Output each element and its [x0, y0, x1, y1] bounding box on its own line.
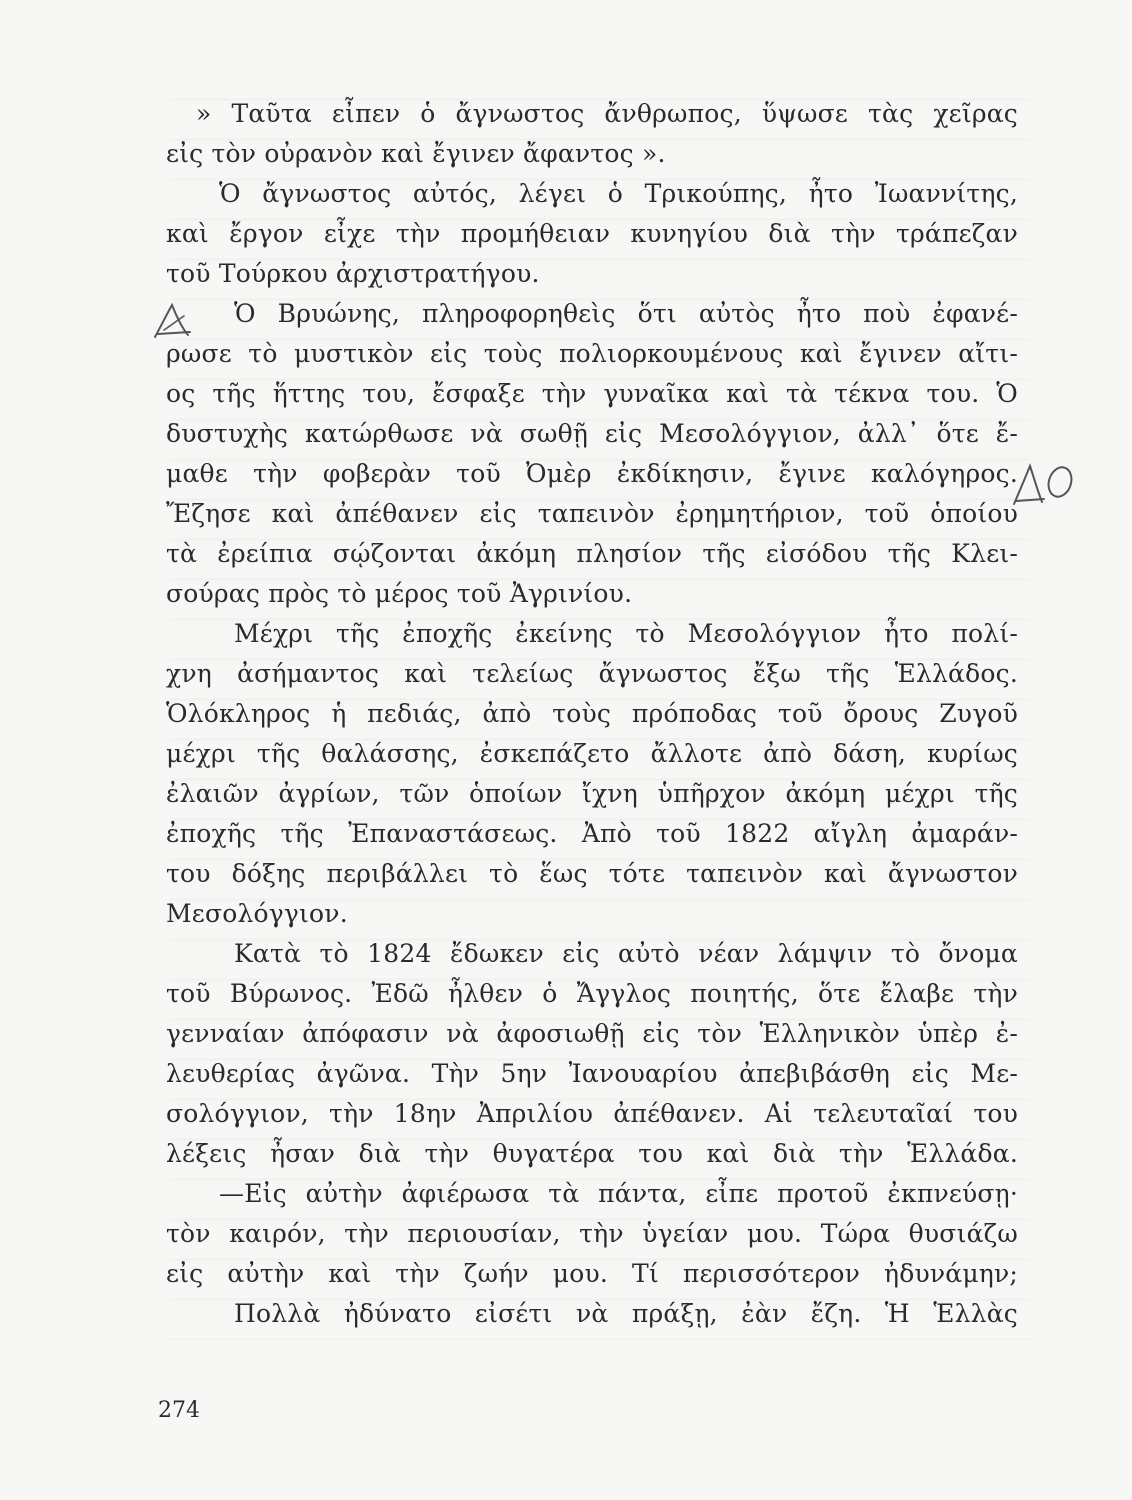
text-line: ἐλαιῶν ἀγρίων, τῶν ὁποίων ἴχνη ὑπῆρχον ἀκόμη μέχρι τῆς — [166, 779, 1018, 808]
page-number: 274 — [158, 1398, 200, 1423]
body-text — [166, 94, 1018, 1334]
text-line: Ὁ ἄγνωστος αὐτός, λέγει ὁ Τρικούπης, ἦτο Ἰωαννίτης, — [219, 179, 1018, 208]
text-line: ος τῆς ἥττης του, ἔσφαξε τὴν γυναῖκα καὶ τὰ τέκνα του. Ὁ — [166, 379, 1018, 408]
text-line: —Εἰς αὐτὴν ἀφιέρωσα τὰ πάντα, εἶπε προτοῦ ἐκπνεύσῃ· — [219, 1179, 1018, 1208]
text-line: χνη ἀσήμαντος καὶ τελείως ἄγνωστος ἔξω τῆς Ἑλλάδος. — [166, 659, 1018, 688]
text-line: Ὁλόκληρος ἡ πεδιάς, ἀπὸ τοὺς πρόποδας τοῦ ὄρους Ζυγοῦ — [166, 699, 1018, 728]
text-line: Κατὰ τὸ 1824 ἔδωκεν εἰς αὐτὸ νέαν λάμψιν τὸ ὄνομα — [234, 939, 1018, 968]
text-line: Μέχρι τῆς ἐποχῆς ἐκείνης τὸ Μεσολόγγιον ἦτο πολί- — [234, 619, 1018, 648]
text-line: ρωσε τὸ μυστικὸν εἰς τοὺς πολιορκουμένους καὶ ἔγινεν αἴτι- — [166, 339, 1018, 368]
text-line: του δόξης περιβάλλει τὸ ἕως τότε ταπεινὸν καὶ ἄγνωστον — [166, 859, 1018, 888]
text-line: λευθερίας ἀγῶνα. Τὴν 5ην Ἰανουαρίου ἀπεβιβάσθη εἰς Με- — [166, 1059, 1018, 1088]
text-line: τοῦ Τούρκου ἀρχιστρατήγου. — [166, 259, 540, 288]
text-line: τοῦ Βύρωνος. Ἐδῶ ἦλθεν ὁ Ἄγγλος ποιητής, ὅτε ἔλαβε τὴν — [166, 979, 1018, 1008]
text-line: σούρας πρὸς τὸ μέρος τοῦ Ἀγρινίου. — [166, 579, 633, 608]
text-line: Ὁ Βρυώνης, πληροφορηθεὶς ὅτι αὐτὸς ἦτο ποὺ ἐφανέ- — [234, 299, 1018, 328]
text-line: δυστυχὴς κατώρθωσε νὰ σωθῇ εἰς Μεσολόγγιον, ἀλλ᾽ ὅτε ἔ- — [166, 419, 1018, 448]
text-line: Μεσολόγγιον. — [166, 899, 348, 928]
handwritten-annotation-right — [1010, 460, 1076, 510]
text-line: γενναίαν ἀπόφασιν νὰ ἀφοσιωθῇ εἰς τὸν Ἑλληνικὸν ὑπὲρ ἐ- — [166, 1019, 1018, 1048]
text-line: σολόγγιον, τὴν 18ην Ἀπριλίου ἀπέθανεν. Αἱ τελευταῖαί του — [166, 1099, 1018, 1128]
text-line: ἐποχῆς τῆς Ἐπαναστάσεως. Ἀπὸ τοῦ 1822 αἴγλη ἀμαράν- — [166, 819, 1018, 848]
text-line: καὶ ἔργον εἶχε τὴν προμήθειαν κυνηγίου διὰ τὴν τράπεζαν — [166, 219, 1018, 248]
handwritten-annotation-left — [150, 300, 194, 342]
text-line: λέξεις ἦσαν διὰ τὴν θυγατέρα του καὶ διὰ τὴν Ἑλλάδα. — [166, 1139, 1018, 1168]
text-line: Ἔζησε καὶ ἀπέθανεν εἰς ταπεινὸν ἐρημητήριον, τοῦ ὁποίου — [166, 499, 1018, 528]
text-line: » Ταῦτα εἶπεν ὁ ἄγνωστος ἄνθρωπος, ὕψωσε τὰς χεῖρας — [196, 99, 1018, 128]
text-line: Πολλὰ ἠδύνατο εἰσέτι νὰ πράξῃ, ἐὰν ἔζη. Ἡ Ἑλλὰς — [234, 1299, 1018, 1328]
text-line: μέχρι τῆς θαλάσσης, ἐσκεπάζετο ἄλλοτε ἀπὸ δάση, κυρίως — [166, 739, 1018, 768]
text-line: τὰ ἐρείπια σῴζονται ἀκόμη πλησίον τῆς εἰσόδου τῆς Κλει- — [166, 539, 1018, 568]
text-line: τὸν καιρόν, τὴν περιουσίαν, τὴν ὑγείαν μου. Τώρα θυσιάζω — [166, 1219, 1018, 1248]
text-line: εἰς αὐτὴν καὶ τὴν ζωήν μου. Τί περισσότερον ἠδυνάμην; — [166, 1259, 1018, 1288]
text-line: μαθε τὴν φοβερὰν τοῦ Ὀμὲρ ἐκδίκησιν, ἔγινε καλόγηρος. — [166, 459, 1018, 488]
text-line: εἰς τὸν οὐρανὸν καὶ ἔγινεν ἄφαντος ». — [166, 139, 666, 168]
